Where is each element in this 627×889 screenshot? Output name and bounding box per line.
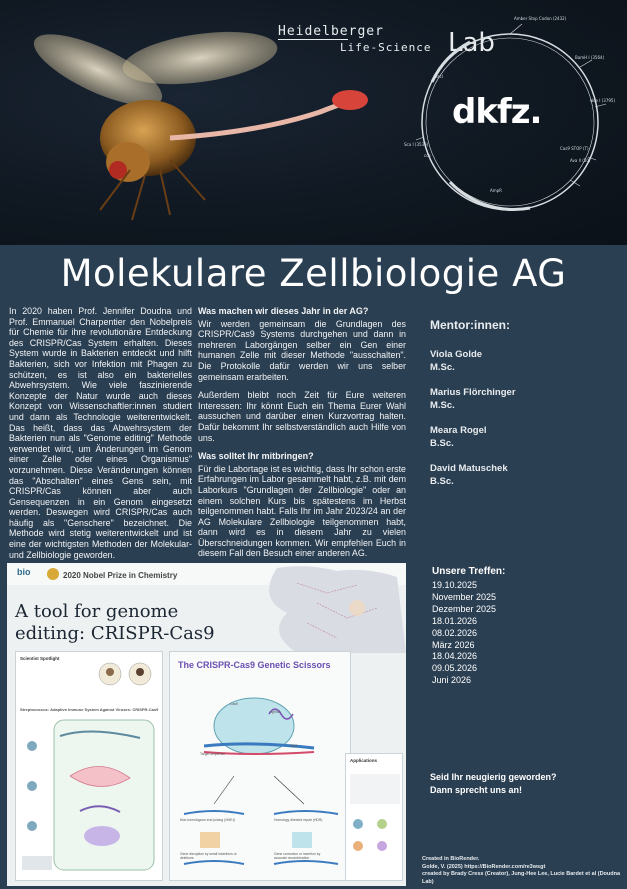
logo-underline xyxy=(278,39,348,40)
section-heading-requirements: Was solltet Ihr mitbringen? xyxy=(198,451,314,462)
logo-line2: Life-Science xyxy=(340,41,432,54)
mentor-item xyxy=(430,348,620,374)
spotlight-subheading: Streptococcus: Adaptive Immune System Against Viruses: CRISPR-Cas9 xyxy=(20,707,159,712)
nobel-medal-icon xyxy=(47,568,59,580)
credits-line-3: created by Brady Cress (Creator), Jung-Hee Lee, Lucie Bardet et al (Doudna Lab) xyxy=(422,871,621,885)
cta-line-1: Seid Ihr neugierig geworden? xyxy=(430,772,557,782)
section-requirements-paragraph: Für die Labortage ist es wichtig, dass Ihr schon erste Erfahrungen im Labor gesammelt habt, z.B. mit dem Laborkurs "Grundlagen der Zellbiologie" oder an einem solchen Kurs bis spätestens im Herbst teilgenommen habt. Falls Ihr im Jahr 2023/24 an der AG Molekulare Zellbiologie teilgenommen habt, dann wird es in diesem Jahr zu vielen Überschneidungen kommen. Wir empfehlen Euch in diesem Fall den Besuch einer anderen AG. xyxy=(198,463,406,559)
label-target-sequence: Target sequence xyxy=(200,752,226,756)
nobel-prize-label: 2020 Nobel Prize in Chemistry xyxy=(63,571,178,580)
mentor-name: David Matuschek xyxy=(430,463,508,474)
mentor-item xyxy=(430,424,620,450)
cas9-mechanism-diagram xyxy=(174,686,348,878)
mentor-degree: B.Sc. xyxy=(430,438,454,449)
applications-panel xyxy=(345,753,403,881)
plasmid-label-7: lacI xyxy=(436,74,443,79)
header-banner xyxy=(0,0,627,245)
mentors-panel xyxy=(430,318,620,500)
label-gene-correction: Gene correction or insertion by accurate recombination xyxy=(274,852,321,860)
sections-column xyxy=(198,306,406,567)
logo-line1: Heidelberger xyxy=(278,24,384,39)
applications-icons xyxy=(350,774,400,874)
page-title: Molekulare Zellbiologie AG xyxy=(60,252,567,295)
mentor-name: Viola Golde xyxy=(430,349,483,360)
section-heading-plans: Was machen wir dieses Jahr in der AG? xyxy=(198,306,369,316)
mentor-name: Marius Flörchinger xyxy=(430,387,516,398)
infographic-title: A tool for genome editing: CRISPR-Cas9 xyxy=(15,601,215,644)
label-hdr: Homology directed repair (HDR) xyxy=(274,818,323,822)
section-plans-paragraph-2: Außerdem bleibt noch Zeit für Eure weiteren Interessen: Ihr könnt Euch ein Thema Eurer Wahl aussuchen und darüber einen Kurzvortrag halten. Dafür bekommt Ihr selbstverständlich auch Hilfe von uns. xyxy=(198,390,406,443)
meeting-date: 09.05.2026 xyxy=(432,663,478,674)
scientist-portraits xyxy=(96,660,156,694)
label-pam: PAM xyxy=(290,744,298,748)
meeting-date: Juni 2026 xyxy=(432,675,472,686)
label-sgrna: sgRNA xyxy=(270,710,281,714)
plasmid-label-2: Nde I (3795) xyxy=(590,98,616,103)
plasmid-label-1: BamH I (3564) xyxy=(575,55,605,60)
mentor-name: Meara Rogel xyxy=(430,425,487,436)
dkfz-logo: dkfz. xyxy=(452,92,542,132)
spotlight-panel xyxy=(15,651,163,881)
meetings-panel xyxy=(432,566,612,687)
plasmid-label-4: Ava II (50) xyxy=(570,158,591,163)
plasmid-label-6: Sca I (3535) xyxy=(404,142,429,147)
label-gene-disruption: Gene disruption by small insertions or deletions xyxy=(180,852,237,860)
plasmid-label-5: AmpR xyxy=(490,188,502,193)
biorender-logo: bio xyxy=(17,567,31,577)
europe-map-graphic xyxy=(237,563,406,653)
crispr-infographic xyxy=(7,563,406,886)
label-cas9: Cas9 xyxy=(230,702,238,706)
plasmid-label-3: Cas9 STOP (T) xyxy=(560,146,589,151)
meetings-heading: Unsere Treffen: xyxy=(432,566,506,577)
mentor-degree: B.Sc. xyxy=(430,476,454,487)
logo-lab: Lab xyxy=(448,28,495,58)
scissors-panel xyxy=(169,651,351,881)
credits-line-1: Created in BioRender. xyxy=(422,856,480,862)
meeting-date: 18.04.2026 xyxy=(432,651,478,662)
spotlight-heading: Scientist Spotlight xyxy=(20,656,60,661)
label-nhej: Non-homologous end joining (NHEJ) xyxy=(180,818,236,822)
mentors-heading: Mentor:innen: xyxy=(430,318,510,332)
credits xyxy=(422,856,622,886)
plasmid-label-0: Amber Stop Codon (2432) xyxy=(514,16,567,21)
meeting-date: März 2026 xyxy=(432,639,475,650)
call-to-action xyxy=(430,771,557,797)
mentor-degree: M.Sc. xyxy=(430,400,455,411)
meeting-date: 08.02.2026 xyxy=(432,627,478,638)
plasmid-label-8: cos xyxy=(424,153,431,158)
credits-line-2: Golde, V. (2025) https://BioRender.com/re3wsgt xyxy=(422,863,546,870)
cta-line-2: Dann sprecht uns an! xyxy=(430,785,523,795)
applications-heading: Applications xyxy=(350,758,378,763)
mentor-item xyxy=(430,386,620,412)
meeting-date: 18.01.2026 xyxy=(432,615,478,626)
section-plans-paragraph-1: Wir werden gemeinsam die Grundlagen des CRISPR/Cas9 Systems durchgehen und dann in mehreren Laborgängen selber ein Gen einer humanen Zelle mit dieser Methode "ausschalten". Die Protokolle dafür werden wir uns selber gemeinsam erarbeiten. xyxy=(198,318,406,382)
mentor-item xyxy=(430,462,620,488)
bacterial-immunity-diagram xyxy=(20,716,160,878)
intro-text: In 2020 haben Prof. Jennifer Doudna und Prof. Emmanuel Charpentier den Nobelpreis für Chemie für ihre revolutionäre Entdeckung des CRISPR/Cas System erhalten. Dieses System wurde in Bakterien entdeckt und hilft Bakterien, sich vor Infektion mit Phagen zu schützen, es ist also ein bakterielles Abwehrsystem. Wie viele faszinierende Konzepte der Natur wurde auch dieses Konzept von Wissenschaftler:innen studiert und dann als Technologie weiterentwickelt. Das heißt, dass das Abwehrsystem der Bakterien nun als "Genome editing" Methode verwendet wird, um Änderungen im Genom einer Zelle oder eines Organismus" vorzunehmen. Diese Veränderungen können das "Abschalten" eines Gens sein, mit CRISPR/Cas können aber auch Gensequenzen in ein Genom eingesetzt werden. Deswegen wird CRISPR/Cas auch häufig als "Genschere" bezeichnet. Die Methode wird stetig weiterentwickelt und ist eine der wichtigsten Methoden der Molekular- und Zellbiologie geworden. xyxy=(9,306,192,560)
meeting-date: November 2025 xyxy=(432,591,497,602)
meeting-date: 19.10.2025 xyxy=(432,580,478,590)
meeting-date: Dezember 2025 xyxy=(432,603,497,614)
scissors-heading: The CRISPR-Cas9 Genetic Scissors xyxy=(178,660,331,670)
mentor-degree: M.Sc. xyxy=(430,362,455,373)
